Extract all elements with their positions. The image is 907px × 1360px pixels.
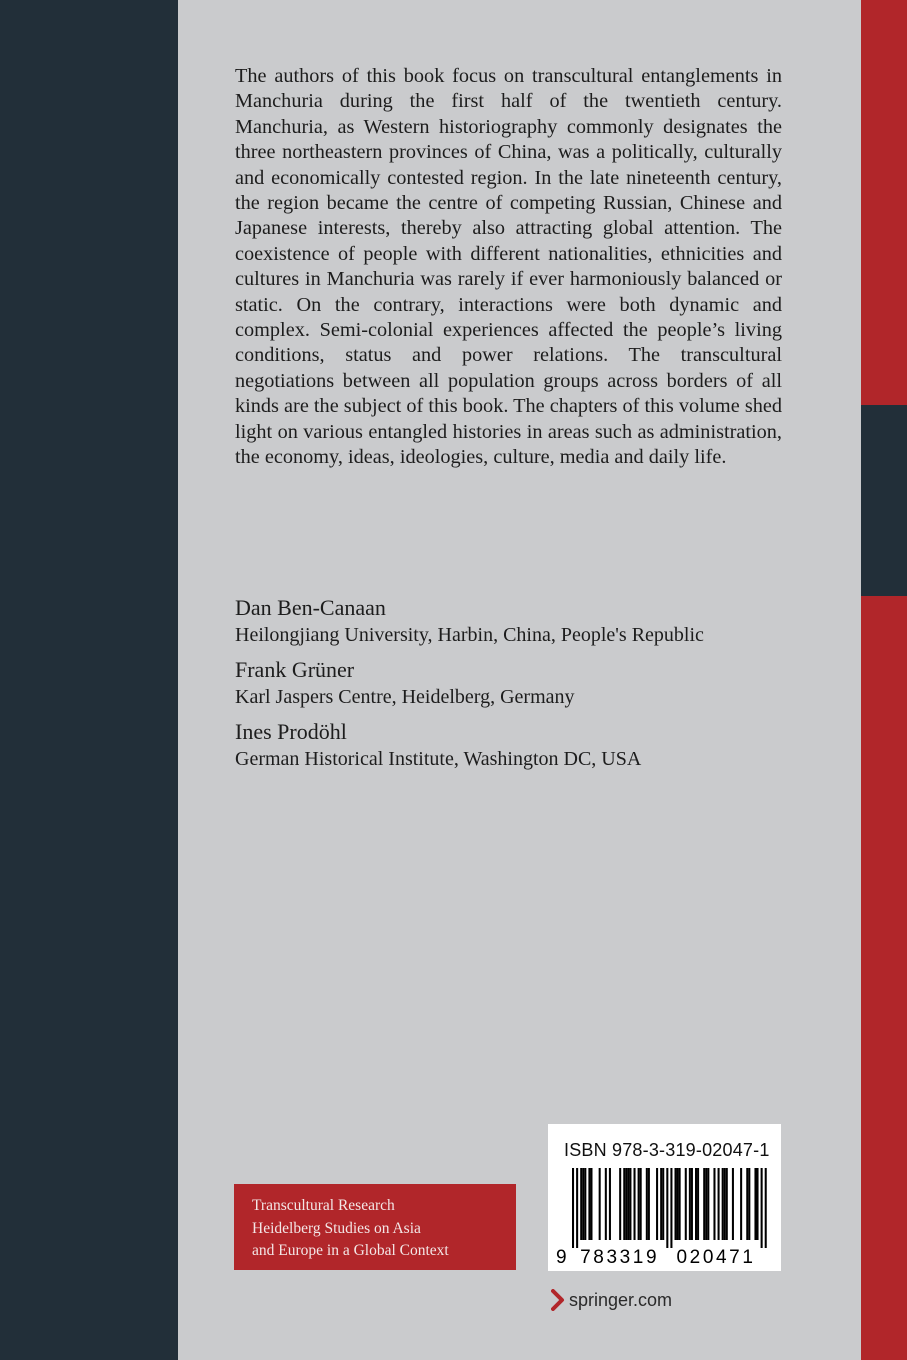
isbn-barcode-box — [548, 1124, 781, 1271]
isbn-label: ISBN 978-3-319-02047-1 — [564, 1140, 770, 1160]
barcode-bar — [695, 1168, 697, 1240]
author-affiliation: Karl Jaspers Centre, Heidelberg, Germany — [235, 686, 575, 708]
barcode-bar — [757, 1168, 759, 1240]
barcode-bar — [623, 1168, 625, 1240]
barcode-digits: 020471 — [676, 1247, 756, 1266]
author-list — [235, 594, 835, 780]
barcode — [554, 1168, 775, 1266]
barcode-bar — [732, 1168, 734, 1240]
barcode-bar — [748, 1168, 750, 1240]
barcode-bar — [689, 1168, 691, 1240]
barcode-bar — [691, 1168, 693, 1240]
publisher-url[interactable]: springer.com — [569, 1289, 673, 1310]
barcode-bar — [609, 1168, 611, 1240]
barcode-bar — [662, 1168, 664, 1240]
barcode-digits: 783319 — [580, 1247, 660, 1266]
barcode-bar — [640, 1168, 642, 1240]
barcode-bar — [660, 1168, 662, 1240]
series-title-line: and Europe in a Global Context — [252, 1242, 449, 1259]
barcode-bar — [584, 1168, 586, 1240]
barcode-bar — [746, 1168, 748, 1240]
series-title-line: Heidelberg Studies on Asia — [252, 1219, 421, 1237]
author-name: Frank Grüner — [235, 657, 355, 682]
barcode-bar — [679, 1168, 681, 1240]
barcode-bar — [629, 1168, 631, 1240]
barcode-bar — [656, 1168, 658, 1240]
spine-dark-tab — [861, 405, 907, 596]
barcode-bar — [605, 1168, 607, 1240]
spine-red-band — [861, 0, 907, 1360]
barcode-bar — [625, 1168, 627, 1240]
barcode-bar — [576, 1168, 578, 1248]
barcode-bar — [582, 1168, 584, 1240]
barcode-bar — [697, 1168, 699, 1240]
barcode-bar — [740, 1168, 742, 1240]
barcode-bar — [765, 1168, 767, 1248]
barcode-bar — [677, 1168, 679, 1240]
barcode-bar — [619, 1168, 621, 1240]
author-entry — [235, 656, 835, 710]
author-affiliation: German Historical Institute, Washington DC, USA — [235, 748, 642, 770]
barcode-bar — [726, 1168, 728, 1240]
barcode-bar — [648, 1168, 650, 1240]
barcode-bar — [761, 1168, 763, 1248]
publisher-link[interactable] — [551, 1289, 672, 1311]
barcode-bar — [588, 1168, 590, 1240]
barcode-bar — [724, 1168, 726, 1240]
barcode-bar — [634, 1168, 636, 1240]
barcode-bar — [705, 1168, 707, 1240]
author-entry — [235, 594, 835, 648]
barcode-bar — [627, 1168, 629, 1240]
barcode-bar — [590, 1168, 592, 1240]
left-cover-band — [0, 0, 178, 1360]
barcode-bar — [646, 1168, 648, 1240]
author-entry — [235, 718, 835, 772]
barcode-bar — [754, 1168, 756, 1240]
barcode-bar — [675, 1168, 677, 1240]
series-title-line: Transcultural Research — [252, 1197, 395, 1214]
barcode-bar — [707, 1168, 709, 1240]
book-description: The authors of this book focus on transcultural entanglements in Manchuria during the first half of the twentieth century. Manchuria, as Western historiography commonly designates the three northeastern provinces of China, was a politically, culturally and economically contested region. In the late nineteenth century, the region became the centre of competing Russian, Chinese and Japanese interests, thereby also attracting global attention. The coexistence of people with different nationalities, ethnicities and cultures in Manchuria was rarely if ever harmoniously balanced or static. On the contrary, interactions were both dynamic and complex. Semi-colonial experiences affected the people’s living conditions, status and power relations. The transcultural negotiations between all population groups across borders of all kinds are the subject of this book. The chapters of this volume shed light on various entangled histories in areas such as administration, the economy, ideas, ideologies, culture, media and daily life. — [235, 65, 782, 469]
barcode-bar — [572, 1168, 574, 1248]
author-name: Ines Prodöhl — [235, 719, 347, 744]
barcode-bar — [722, 1168, 724, 1240]
barcode-digits: 9 — [556, 1247, 570, 1266]
barcode-bar — [703, 1168, 705, 1240]
author-name: Dan Ben-Canaan — [235, 595, 386, 620]
series-box — [234, 1184, 516, 1270]
barcode-bar — [718, 1168, 720, 1240]
chevron-right-icon — [551, 1289, 565, 1311]
barcode-bar — [599, 1168, 601, 1240]
barcode-bar — [638, 1168, 640, 1240]
barcode-bar — [713, 1168, 715, 1240]
barcode-bar — [580, 1168, 582, 1240]
barcode-bar — [670, 1168, 672, 1248]
barcode-bar — [666, 1168, 668, 1248]
barcode-bar — [685, 1168, 687, 1240]
author-affiliation: Heilongjiang University, Harbin, China, People's Republic — [235, 624, 704, 646]
